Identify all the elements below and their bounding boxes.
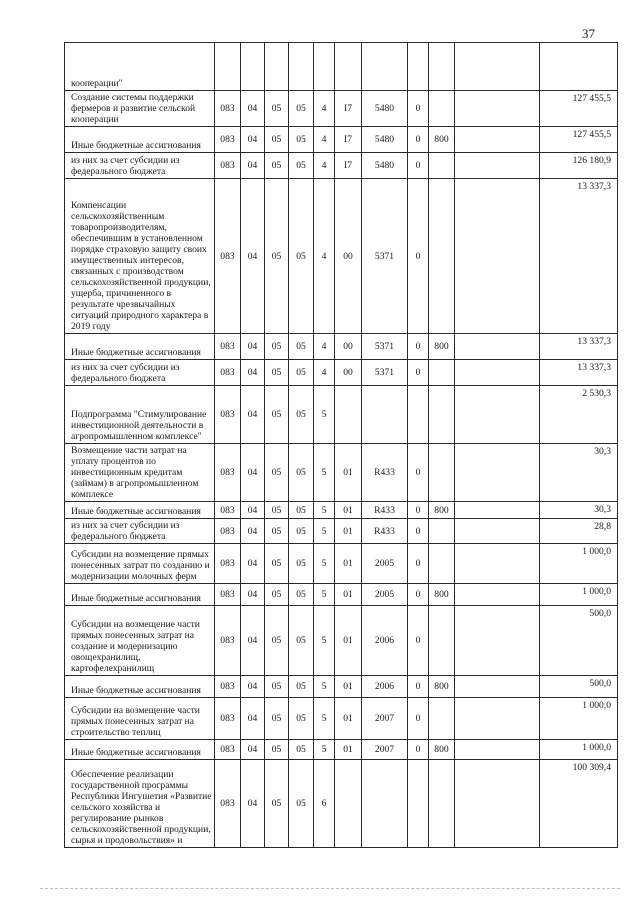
col-variant: 0 bbox=[408, 502, 429, 519]
row-name: Субсидии на возмещение прямых понесенных затрат по созданию и модернизации молочных ферм bbox=[65, 544, 215, 584]
col-activity: 01 bbox=[335, 544, 362, 584]
blank-column bbox=[455, 360, 540, 386]
blank-column bbox=[455, 127, 540, 153]
col-plan: 13 337,3 bbox=[540, 179, 618, 334]
col-variant: 0 bbox=[408, 544, 429, 584]
col-variant: 0 bbox=[408, 740, 429, 760]
col-section: 04 bbox=[241, 606, 265, 676]
col-direction: 2006 bbox=[362, 606, 408, 676]
col-plan: 500,0 bbox=[540, 676, 618, 698]
col-plan: 1 000,0 bbox=[540, 698, 618, 740]
row-name: Обеспечение реализации государственной программы Республики Ингушетия «Развитие сельского хозяйства и регулирование рынков сельскохозяйственной продукции, сырья и продовольствия» и bbox=[65, 760, 215, 848]
col-subprogram: 5 bbox=[314, 386, 335, 444]
table-row bbox=[65, 544, 618, 584]
col-admin: 083 bbox=[215, 153, 241, 179]
blank-column bbox=[455, 760, 540, 848]
row-name: кооперации" bbox=[65, 43, 215, 91]
col-direction: 2005 bbox=[362, 544, 408, 584]
table-row bbox=[65, 444, 618, 502]
col-variant: 0 bbox=[408, 179, 429, 334]
table-row bbox=[65, 43, 618, 91]
col-program: 05 bbox=[289, 179, 314, 334]
col-direction: 5480 bbox=[362, 153, 408, 179]
row-name: Субсидии на возмещение части прямых понесенных затрат на строительство теплиц bbox=[65, 698, 215, 740]
col-program: 05 bbox=[289, 519, 314, 544]
col-section: 04 bbox=[241, 444, 265, 502]
col-section: 04 bbox=[241, 334, 265, 360]
col-expense-type bbox=[429, 444, 455, 502]
row-name: Создание системы поддержки фермеров и развитие сельской кооперации bbox=[65, 91, 215, 127]
table-row bbox=[65, 91, 618, 127]
col-expense-type: 800 bbox=[429, 502, 455, 519]
row-name: Субсидии на возмещение части прямых понесенных затрат на создание и модернизацию овощехранилищ, картофелехранилищ bbox=[65, 606, 215, 676]
col-plan: 500,0 bbox=[540, 606, 618, 676]
col-admin bbox=[215, 43, 241, 91]
table-row bbox=[65, 360, 618, 386]
col-plan: 13 337,3 bbox=[540, 334, 618, 360]
row-name: Иные бюджетные ассигнования bbox=[65, 676, 215, 698]
col-variant: 0 bbox=[408, 676, 429, 698]
blank-column bbox=[455, 502, 540, 519]
col-expense-type: 800 bbox=[429, 127, 455, 153]
col-section: 04 bbox=[241, 544, 265, 584]
row-name: из них за счет субсидии из федерального бюджета bbox=[65, 360, 215, 386]
col-plan: 100 309,4 bbox=[540, 760, 618, 848]
col-direction: 5480 bbox=[362, 91, 408, 127]
col-variant: 0 bbox=[408, 519, 429, 544]
col-program: 05 bbox=[289, 698, 314, 740]
table-row bbox=[65, 676, 618, 698]
row-name: Иные бюджетные ассигнования bbox=[65, 334, 215, 360]
col-plan: 127 455,5 bbox=[540, 91, 618, 127]
col-subsection: 05 bbox=[265, 544, 289, 584]
col-program: 05 bbox=[289, 676, 314, 698]
col-section: 04 bbox=[241, 676, 265, 698]
blank-column bbox=[455, 153, 540, 179]
col-subprogram: 4 bbox=[314, 360, 335, 386]
row-name: Возмещение части затрат на уплату процентов по инвестиционным кредитам (займам) в агропромышленном комплексе bbox=[65, 444, 215, 502]
col-variant: 0 bbox=[408, 606, 429, 676]
col-program: 05 bbox=[289, 740, 314, 760]
col-direction bbox=[362, 386, 408, 444]
blank-column bbox=[455, 740, 540, 760]
col-admin: 083 bbox=[215, 502, 241, 519]
col-variant: 0 bbox=[408, 698, 429, 740]
col-activity: 00 bbox=[335, 179, 362, 334]
table-row bbox=[65, 606, 618, 676]
col-plan: 127 455,5 bbox=[540, 127, 618, 153]
col-direction bbox=[362, 43, 408, 91]
col-admin: 083 bbox=[215, 606, 241, 676]
col-admin: 083 bbox=[215, 386, 241, 444]
col-subprogram bbox=[314, 43, 335, 91]
col-direction: R433 bbox=[362, 502, 408, 519]
col-section: 04 bbox=[241, 740, 265, 760]
col-plan: 30,3 bbox=[540, 444, 618, 502]
col-subprogram: 4 bbox=[314, 334, 335, 360]
blank-column bbox=[455, 179, 540, 334]
col-activity: 01 bbox=[335, 444, 362, 502]
col-subsection: 05 bbox=[265, 153, 289, 179]
col-variant: 0 bbox=[408, 91, 429, 127]
col-activity bbox=[335, 43, 362, 91]
col-program: 05 bbox=[289, 360, 314, 386]
col-subsection: 05 bbox=[265, 502, 289, 519]
blank-column bbox=[455, 676, 540, 698]
col-expense-type bbox=[429, 544, 455, 584]
col-activity: 01 bbox=[335, 519, 362, 544]
col-admin: 083 bbox=[215, 584, 241, 606]
col-section: 04 bbox=[241, 360, 265, 386]
col-subsection: 05 bbox=[265, 334, 289, 360]
table-row bbox=[65, 760, 618, 848]
blank-column bbox=[455, 444, 540, 502]
col-expense-type: 800 bbox=[429, 740, 455, 760]
col-expense-type bbox=[429, 760, 455, 848]
col-program: 05 bbox=[289, 502, 314, 519]
col-section: 04 bbox=[241, 519, 265, 544]
col-subprogram: 5 bbox=[314, 444, 335, 502]
table-row bbox=[65, 386, 618, 444]
col-subsection: 05 bbox=[265, 127, 289, 153]
col-plan: 2 530,3 bbox=[540, 386, 618, 444]
col-variant: 0 bbox=[408, 153, 429, 179]
col-section: 04 bbox=[241, 760, 265, 848]
col-subprogram: 4 bbox=[314, 153, 335, 179]
budget-table bbox=[64, 42, 618, 848]
col-admin: 083 bbox=[215, 519, 241, 544]
blank-column bbox=[455, 91, 540, 127]
col-subprogram: 4 bbox=[314, 179, 335, 334]
col-admin: 083 bbox=[215, 760, 241, 848]
col-program: 05 bbox=[289, 760, 314, 848]
col-section: 04 bbox=[241, 584, 265, 606]
col-section: 04 bbox=[241, 153, 265, 179]
blank-column bbox=[455, 386, 540, 444]
col-expense-type bbox=[429, 91, 455, 127]
col-plan: 1 000,0 bbox=[540, 584, 618, 606]
col-subprogram: 5 bbox=[314, 698, 335, 740]
col-direction: R433 bbox=[362, 444, 408, 502]
col-activity: I7 bbox=[335, 91, 362, 127]
col-subprogram: 6 bbox=[314, 760, 335, 848]
col-subprogram: 5 bbox=[314, 519, 335, 544]
col-direction: 2006 bbox=[362, 676, 408, 698]
col-expense-type bbox=[429, 43, 455, 91]
col-expense-type: 800 bbox=[429, 584, 455, 606]
table-row bbox=[65, 740, 618, 760]
col-plan: 1 000,0 bbox=[540, 740, 618, 760]
col-plan: 13 337,3 bbox=[540, 360, 618, 386]
col-direction: 2007 bbox=[362, 698, 408, 740]
col-subprogram: 5 bbox=[314, 502, 335, 519]
col-activity: 01 bbox=[335, 502, 362, 519]
col-admin: 083 bbox=[215, 360, 241, 386]
col-admin: 083 bbox=[215, 444, 241, 502]
col-variant bbox=[408, 386, 429, 444]
col-activity: 01 bbox=[335, 740, 362, 760]
blank-column bbox=[455, 584, 540, 606]
col-subprogram: 5 bbox=[314, 606, 335, 676]
col-section: 04 bbox=[241, 698, 265, 740]
col-expense-type bbox=[429, 606, 455, 676]
col-expense-type bbox=[429, 698, 455, 740]
col-direction: R433 bbox=[362, 519, 408, 544]
row-name: Иные бюджетные ассигнования bbox=[65, 584, 215, 606]
row-name: Иные бюджетные ассигнования bbox=[65, 740, 215, 760]
col-subsection: 05 bbox=[265, 698, 289, 740]
col-subsection bbox=[265, 43, 289, 91]
col-program: 05 bbox=[289, 127, 314, 153]
col-variant bbox=[408, 760, 429, 848]
col-variant: 0 bbox=[408, 127, 429, 153]
col-subprogram: 4 bbox=[314, 91, 335, 127]
col-subprogram: 5 bbox=[314, 544, 335, 584]
col-direction: 5480 bbox=[362, 127, 408, 153]
col-direction: 2005 bbox=[362, 584, 408, 606]
col-subsection: 05 bbox=[265, 91, 289, 127]
col-admin: 083 bbox=[215, 179, 241, 334]
col-program: 05 bbox=[289, 386, 314, 444]
col-section: 04 bbox=[241, 127, 265, 153]
col-admin: 083 bbox=[215, 127, 241, 153]
table-row bbox=[65, 334, 618, 360]
col-activity bbox=[335, 760, 362, 848]
col-activity: 01 bbox=[335, 676, 362, 698]
col-variant: 0 bbox=[408, 444, 429, 502]
col-expense-type: 800 bbox=[429, 676, 455, 698]
col-section: 04 bbox=[241, 502, 265, 519]
col-subsection: 05 bbox=[265, 386, 289, 444]
col-plan: 1 000,0 bbox=[540, 544, 618, 584]
col-plan bbox=[540, 43, 618, 91]
col-activity: I7 bbox=[335, 127, 362, 153]
col-section: 04 bbox=[241, 179, 265, 334]
col-subsection: 05 bbox=[265, 760, 289, 848]
col-subsection: 05 bbox=[265, 519, 289, 544]
col-section bbox=[241, 43, 265, 91]
col-variant bbox=[408, 43, 429, 91]
blank-column bbox=[455, 698, 540, 740]
col-expense-type: 800 bbox=[429, 334, 455, 360]
col-plan: 28,8 bbox=[540, 519, 618, 544]
col-program: 05 bbox=[289, 606, 314, 676]
col-subsection: 05 bbox=[265, 606, 289, 676]
col-admin: 083 bbox=[215, 91, 241, 127]
page-number: 37 bbox=[582, 26, 595, 41]
col-subsection: 05 bbox=[265, 179, 289, 334]
col-subsection: 05 bbox=[265, 444, 289, 502]
col-subsection: 05 bbox=[265, 740, 289, 760]
col-plan: 126 180,9 bbox=[540, 153, 618, 179]
col-subsection: 05 bbox=[265, 360, 289, 386]
col-section: 04 bbox=[241, 91, 265, 127]
col-program: 05 bbox=[289, 153, 314, 179]
blank-column bbox=[455, 334, 540, 360]
col-variant: 0 bbox=[408, 360, 429, 386]
blank-column bbox=[455, 544, 540, 584]
col-admin: 083 bbox=[215, 334, 241, 360]
col-direction: 5371 bbox=[362, 179, 408, 334]
table-row bbox=[65, 153, 618, 179]
col-direction: 5371 bbox=[362, 334, 408, 360]
blank-column bbox=[455, 606, 540, 676]
col-admin: 083 bbox=[215, 698, 241, 740]
table-row bbox=[65, 179, 618, 334]
col-expense-type bbox=[429, 179, 455, 334]
col-activity: 00 bbox=[335, 360, 362, 386]
col-expense-type bbox=[429, 386, 455, 444]
col-activity: 01 bbox=[335, 698, 362, 740]
col-activity: I7 bbox=[335, 153, 362, 179]
col-expense-type bbox=[429, 153, 455, 179]
col-variant: 0 bbox=[408, 334, 429, 360]
table-row bbox=[65, 502, 618, 519]
blank-column bbox=[455, 43, 540, 91]
col-direction: 5371 bbox=[362, 360, 408, 386]
col-program: 05 bbox=[289, 544, 314, 584]
col-subprogram: 5 bbox=[314, 740, 335, 760]
col-program: 05 bbox=[289, 444, 314, 502]
col-subprogram: 5 bbox=[314, 584, 335, 606]
col-activity: 00 bbox=[335, 334, 362, 360]
col-expense-type bbox=[429, 360, 455, 386]
col-direction: 2007 bbox=[362, 740, 408, 760]
col-program: 05 bbox=[289, 334, 314, 360]
row-name: Иные бюджетные ассигнования bbox=[65, 502, 215, 519]
col-subsection: 05 bbox=[265, 584, 289, 606]
col-subprogram: 4 bbox=[314, 127, 335, 153]
col-subsection: 05 bbox=[265, 676, 289, 698]
row-name: из них за счет субсидии из федерального бюджета bbox=[65, 153, 215, 179]
col-activity: 01 bbox=[335, 584, 362, 606]
row-name: Подпрограмма "Стимулирование инвестиционной деятельности в агропромышленном комплексе" bbox=[65, 386, 215, 444]
col-plan: 30,3 bbox=[540, 502, 618, 519]
col-activity: 01 bbox=[335, 606, 362, 676]
col-program bbox=[289, 43, 314, 91]
table-row bbox=[65, 698, 618, 740]
col-program: 05 bbox=[289, 584, 314, 606]
col-activity bbox=[335, 386, 362, 444]
col-admin: 083 bbox=[215, 544, 241, 584]
col-admin: 083 bbox=[215, 740, 241, 760]
blank-column bbox=[455, 519, 540, 544]
row-name: из них за счет субсидии из федерального бюджета bbox=[65, 519, 215, 544]
col-variant: 0 bbox=[408, 584, 429, 606]
table-row bbox=[65, 127, 618, 153]
page-bottom-edge bbox=[40, 888, 620, 889]
col-program: 05 bbox=[289, 91, 314, 127]
row-name: Иные бюджетные ассигнования bbox=[65, 127, 215, 153]
col-section: 04 bbox=[241, 386, 265, 444]
col-subprogram: 5 bbox=[314, 676, 335, 698]
col-admin: 083 bbox=[215, 676, 241, 698]
table-row bbox=[65, 584, 618, 606]
row-name: Компенсации сельскохозяйственным товаропроизводителям, обеспечившим в установленном порядке страховую защиту своих имущественных интересов, связанных с производством сельскохозяйственной продукции, ущерба, причиненного в результате чрезвычайных ситуаций природного характера в 2019 году bbox=[65, 179, 215, 334]
col-direction bbox=[362, 760, 408, 848]
col-expense-type bbox=[429, 519, 455, 544]
table-row bbox=[65, 519, 618, 544]
